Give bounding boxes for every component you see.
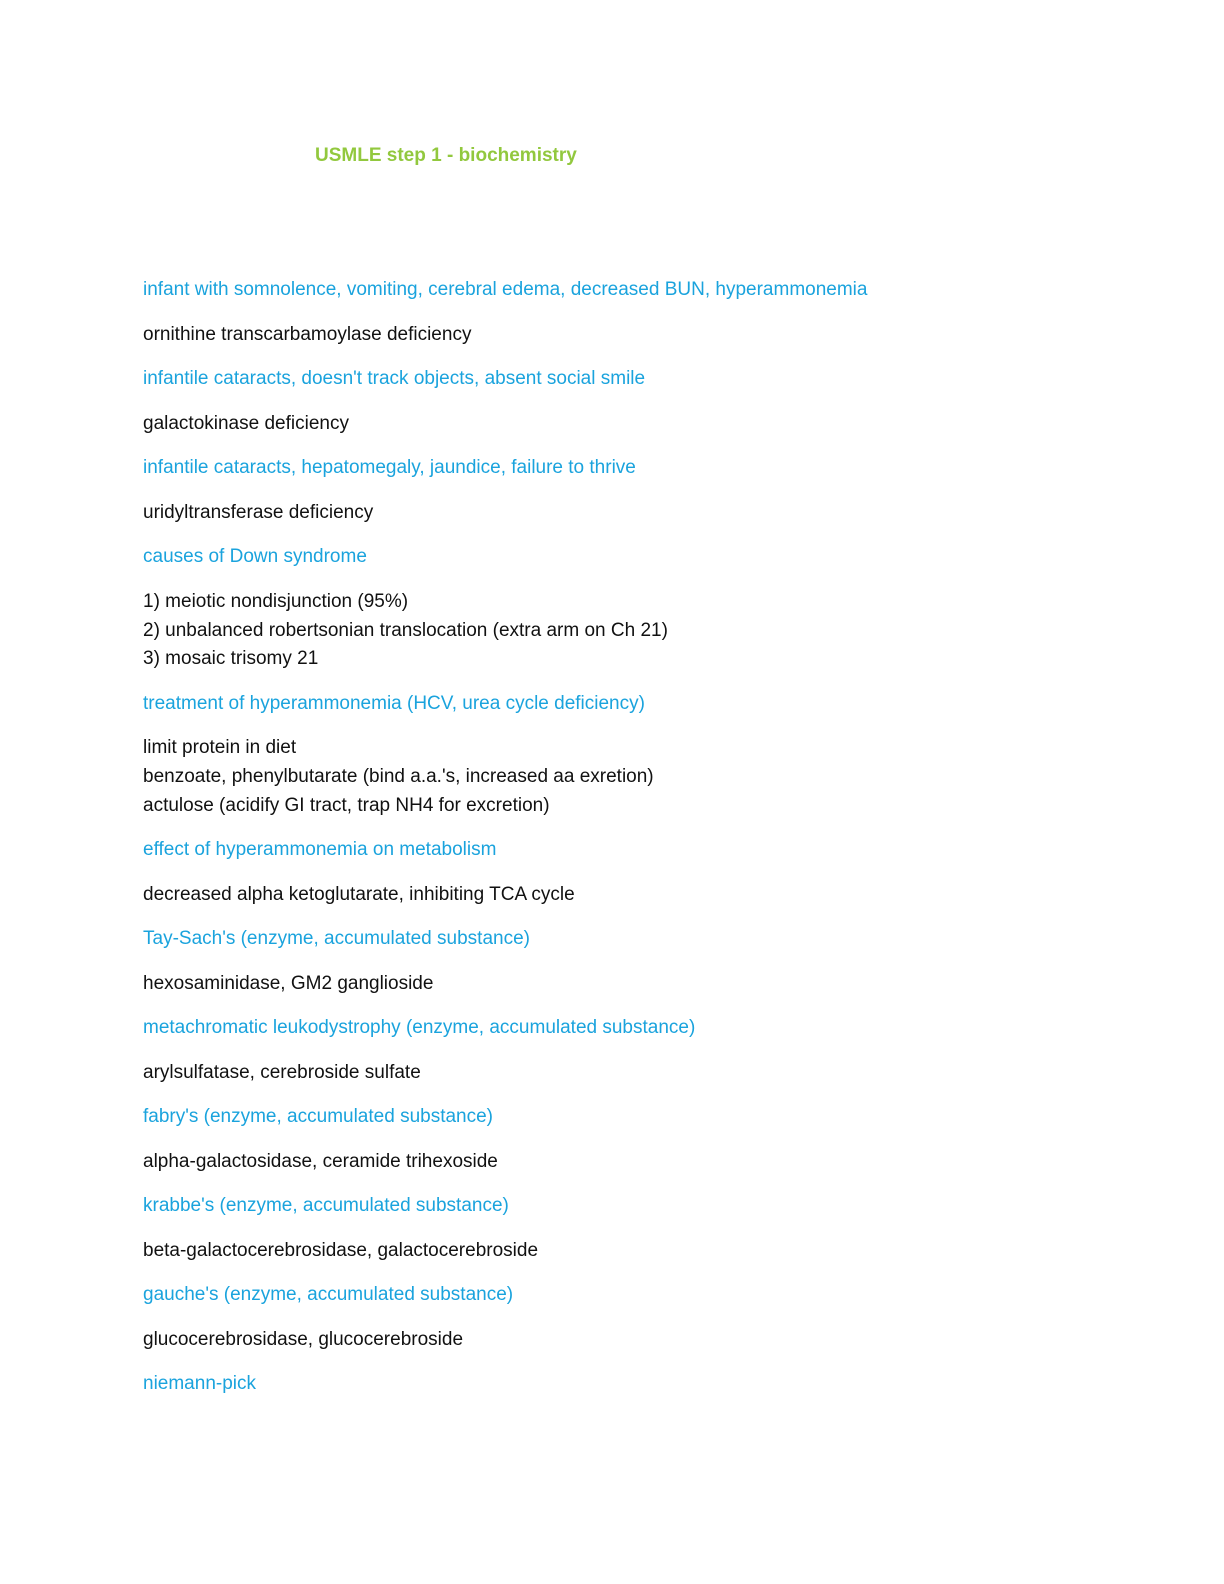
answer-line: benzoate, phenylbutarate (bind a.a.'s, increased aa exretion)	[143, 766, 654, 787]
answer-line: decreased alpha ketoglutarate, inhibiting TCA cycle	[143, 884, 575, 905]
answer-line: ornithine transcarbamoylase deficiency	[143, 324, 472, 345]
answer-line: glucocerebrosidase, glucocerebroside	[143, 1329, 464, 1350]
question-line: infantile cataracts, hepatomegaly, jaundice, failure to thrive	[143, 457, 636, 478]
answer-line: alpha-galactosidase, ceramide trihexoside	[143, 1151, 498, 1172]
answer-line: uridyltransferase deficiency	[143, 502, 374, 523]
question-line: infant with somnolence, vomiting, cerebral edema, decreased BUN, hyperammonemia	[143, 279, 868, 300]
question-line: metachromatic leukodystrophy (enzyme, accumulated substance)	[143, 1017, 696, 1038]
question-line: niemann-pick	[143, 1373, 256, 1394]
answer-line: limit protein in diet	[143, 737, 297, 758]
question-line: infantile cataracts, doesn't track objects, absent social smile	[143, 368, 646, 389]
answer-line: arylsulfatase, cerebroside sulfate	[143, 1062, 421, 1083]
document-title: USMLE step 1 - biochemistry	[315, 145, 577, 166]
answer-line: 3) mosaic trisomy 21	[143, 648, 319, 669]
question-line: Tay-Sach's (enzyme, accumulated substance)	[143, 928, 530, 949]
question-line: gauche's (enzyme, accumulated substance)	[143, 1284, 514, 1305]
answer-line: 2) unbalanced robertsonian translocation (extra arm on Ch 21)	[143, 620, 668, 641]
answer-line: hexosaminidase, GM2 ganglioside	[143, 973, 434, 994]
question-line: effect of hyperammonemia on metabolism	[143, 839, 497, 860]
question-line: fabry's (enzyme, accumulated substance)	[143, 1106, 494, 1127]
answer-line: galactokinase deficiency	[143, 413, 349, 434]
question-line: treatment of hyperammonemia (HCV, urea cycle deficiency)	[143, 693, 645, 714]
question-line: causes of Down syndrome	[143, 546, 367, 567]
answer-line: actulose (acidify GI tract, trap NH4 for excretion)	[143, 795, 550, 816]
answer-line: beta-galactocerebrosidase, galactocerebroside	[143, 1240, 539, 1261]
question-line: krabbe's (enzyme, accumulated substance)	[143, 1195, 509, 1216]
answer-line: 1) meiotic nondisjunction (95%)	[143, 591, 409, 612]
